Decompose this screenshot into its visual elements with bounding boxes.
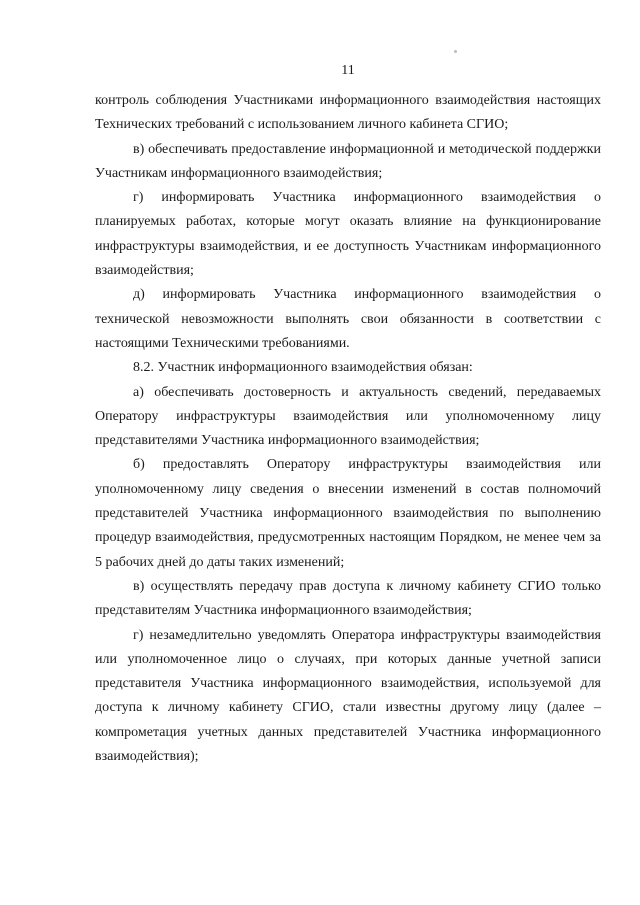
paragraph-item-v-2: в) осуществлять передачу прав доступа к личному кабинету СГИО только представителям Участника информационного взаимодействия; — [95, 578, 601, 619]
paragraph-item-g-2: г) незамедлительно уведомлять Оператора инфраструктуры взаимодействия или уполномоченное лицо о случаях, при которых данные учетной записи представителя Участника информационного взаимодействия, используемой для доступа к личному кабинету СГИО, стали известны другому лицу (далее – компрометация учетных данных представителей Участника информационного взаимодействия); — [95, 627, 601, 765]
document-body — [95, 89, 601, 769]
paragraph-item-d: д) информировать Участника информационного взаимодействия о технической невозможности выполнять свои обязанности в соответствии с настоящими Техническими требованиями. — [95, 287, 601, 351]
page-number: 11 — [341, 63, 355, 78]
paragraph-continuation: контроль соблюдения Участниками информационного взаимодействия настоящих Технических требований с использованием личного кабинета СГИО; — [95, 93, 601, 133]
scan-speck — [454, 50, 457, 53]
paragraph-item-a: а) обеспечивать достоверность и актуальность сведений, передаваемых Оператору инфраструктуры взаимодействия или уполномоченному лицу представителями Участника информационного взаимодействия; — [95, 384, 601, 449]
paragraph-item-v: в) обеспечивать предоставление информационной и методической поддержки Участникам информационного взаимодействия; — [95, 141, 601, 181]
section-heading-8-2: 8.2. Участник информационного взаимодействия обязан: — [133, 360, 473, 376]
document-page — [95, 0, 601, 905]
paragraph-item-g: г) информировать Участника информационного взаимодействия о планируемых работах, которые могут оказать влияние на функционирование инфраструктуры взаимодействия, и ее доступность Участникам информационного взаимодействия; — [95, 190, 601, 279]
paragraph-item-b: б) предоставлять Оператору инфраструктуры взаимодействия или уполномоченному лицу сведения о внесении изменений в состав полномочий представителей Участника информационного взаимодействия по выполнению процедур взаимодействия, предусмотренных настоящим Порядком, не менее чем за 5 рабочих дней до даты таких изменений; — [95, 457, 601, 570]
